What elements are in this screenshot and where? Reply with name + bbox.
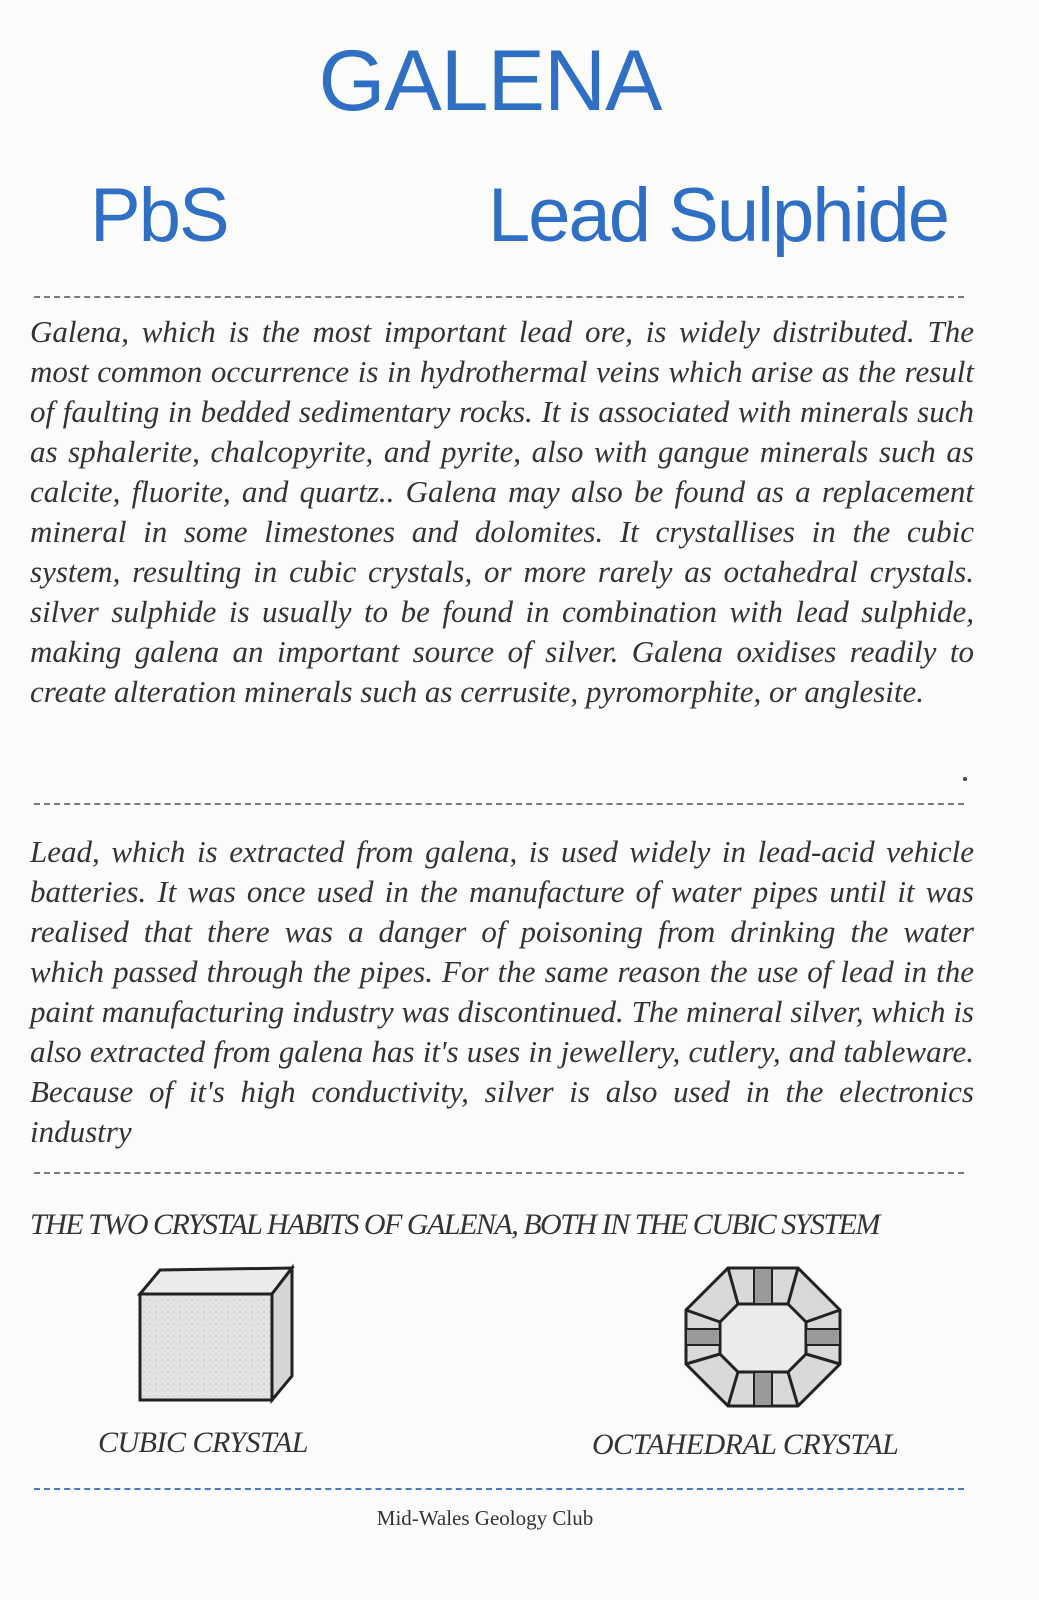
divider-middle (34, 803, 964, 805)
common-name: Lead Sulphide (488, 173, 948, 258)
chemical-formula: PbS (90, 173, 228, 258)
description-paragraph: Galena, which is the most important lead ore, is widely distributed. The most common occurrence is in hydrothermal veins which arise as the result of faulting in bedded sedimentary rocks. It is associated with minerals such as sphalerite, chalcopyrite, and pyrite, also with gangue minerals such as calcite, fluorite, and quartz.. Galena may also be found as a replacement mineral in some limestones and dolomites. It crystallises in the cubic system, resulting in cubic crystals, or more rarely as octahedral crystals. silver sulphide is usually to be found in combination with lead sulphide, making galena an important source of silver. Galena oxidises readily to create alteration minerals such as cerrusite, pyromorphite, or anglesite. (30, 314, 974, 709)
stray-dot (963, 777, 967, 781)
divider-bottom (34, 1488, 964, 1490)
octahedral-crystal-illustration (680, 1262, 846, 1412)
crystal-habits-heading: THE TWO CRYSTAL HABITS OF GALENA, BOTH IN THE CUBIC SYSTEM (30, 1208, 879, 1241)
footer-club-name: Mid-Wales Geology Club (376, 1506, 594, 1530)
divider-lower (34, 1172, 964, 1174)
cubic-crystal-caption: CUBIC CRYSTAL (98, 1426, 308, 1459)
divider-top (34, 296, 964, 298)
page-title: GALENA (318, 33, 662, 129)
octahedral-crystal-caption: OCTAHEDRAL CRYSTAL (592, 1428, 899, 1461)
uses-paragraph: Lead, which is extracted from galena, is used widely in lead-acid vehicle batteries. It was once used in the manufacture of water pipes until it was realised that there was a danger of poisoning from drinking the water which passed through the pipes. For the same reason the use of lead in the paint manufacturing industry was discontinued. The mineral silver, which is also extracted from galena has it's uses in jewellery, cutlery, and tableware. Because of it's high conductivity, silver is also used in the electronics industry (30, 834, 974, 1149)
cubic-crystal-illustration (130, 1262, 300, 1410)
